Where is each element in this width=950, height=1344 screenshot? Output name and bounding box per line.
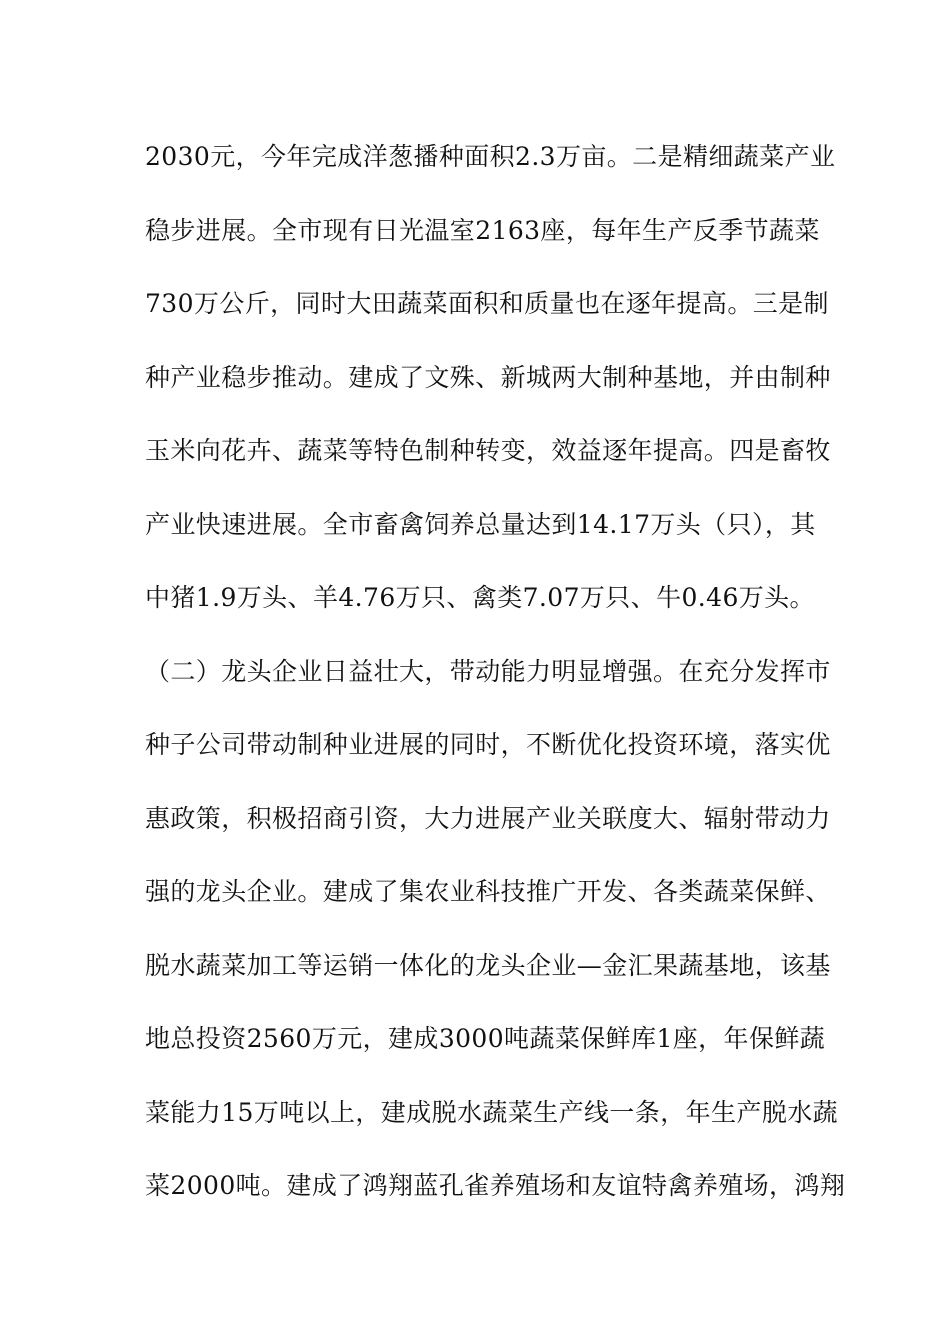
text-line: 2030元，今年完成洋葱播种面积2.3万亩。二是精细蔬菜产业 (145, 142, 836, 171)
text-line: 种子公司带动制种业进展的同时，不断优化投资环境，落实优 (145, 730, 831, 759)
text-line: 惠政策，积极招商引资，大力进展产业关联度大、辐射带动力 (145, 803, 831, 833)
text-line: 产业快速进展。全市畜禽饲养总量达到14.17万头（只），其 (145, 509, 816, 539)
text-line: 稳步进展。全市现有日光温室2163座，每年生产反季节蔬菜 (145, 215, 820, 245)
text-line: 强的龙头企业。建成了集农业科技推广开发、各类蔬菜保鲜、 (145, 877, 831, 906)
text-line: 菜2000吨。建成了鸿翔蓝孔雀养殖场和友谊特禽养殖场，鸿翔 (145, 1171, 846, 1200)
section-heading-line: （二）龙头企业日益壮大，带动能力明显增强。在充分发挥市 (145, 656, 831, 686)
text-line: 730万公斤，同时大田蔬菜面积和质量也在逐年提高。三是制 (145, 289, 829, 318)
text-line: 中猪1.9万头、羊4.76万只、禽类7.07万只、牛0.46万头。 (145, 583, 815, 612)
text-line: 种产业稳步推动。建成了文殊、新城两大制种基地，并由制种 (145, 362, 831, 392)
text-line: 玉米向花卉、蔬菜等特色制种转变，效益逐年提高。四是畜牧 (145, 436, 831, 465)
body-text (145, 134, 846, 1237)
text-line: 地总投资2560万元，建成3000吨蔬菜保鲜库1座，年保鲜蔬 (145, 1024, 826, 1053)
text-line: 脱水蔬菜加工等运销一体化的龙头企业—金汇果蔬基地，该基 (145, 950, 831, 980)
text-line: 菜能力15万吨以上，建成脱水蔬菜生产线一条，年生产脱水蔬 (145, 1097, 839, 1127)
